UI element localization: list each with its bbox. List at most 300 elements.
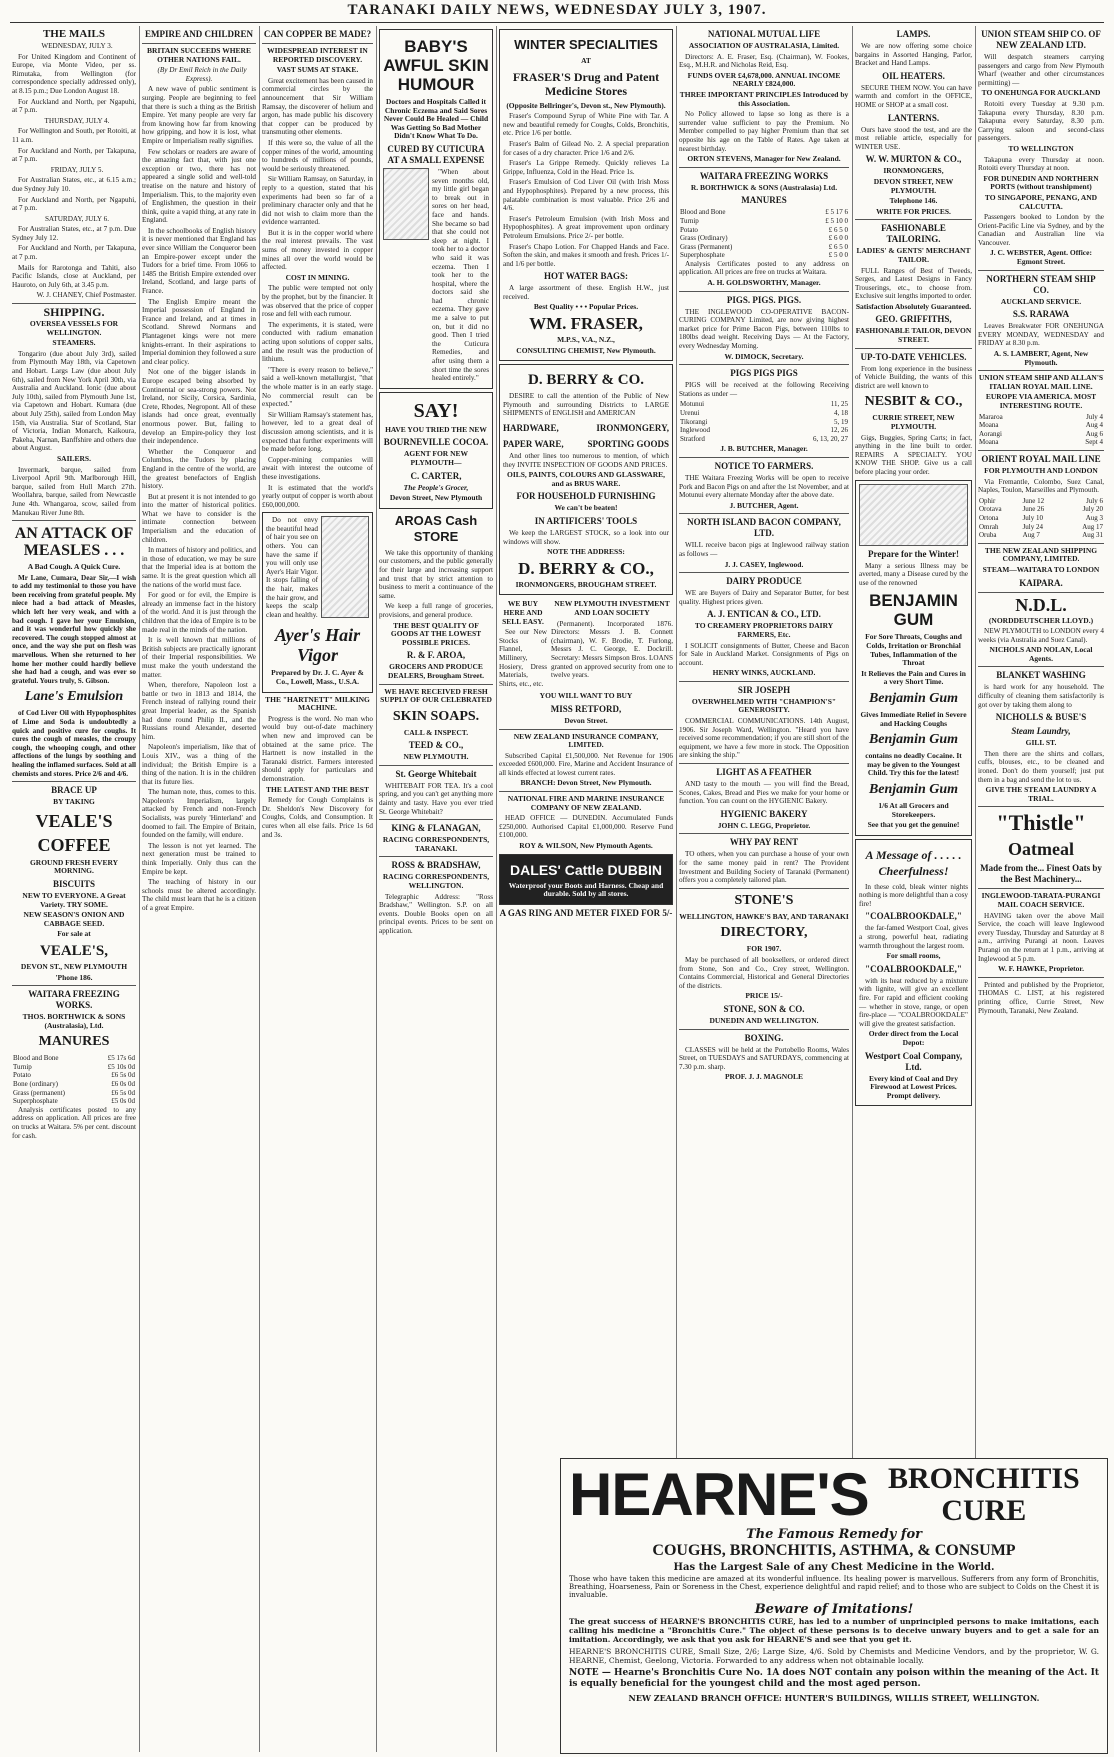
berry-paper: PAPER WARE, <box>503 439 564 450</box>
notice-title: NOTICE TO FARMERS. <box>714 460 814 471</box>
lantern-title: LANTERNS. <box>887 112 940 123</box>
king-title: KING & FLANAGAN, <box>391 823 481 834</box>
column-4 <box>379 26 493 1752</box>
berry-beaten: We can't be beaten! <box>554 503 618 513</box>
nesbit-name: NESBIT & CO., <box>864 394 963 410</box>
ndl-agent: NICHOLS AND NOLAN, Local Agents. <box>989 645 1093 663</box>
murton-name: W. W. MURTON & CO., <box>865 154 962 165</box>
hearnes-ad <box>560 1458 1108 1754</box>
shipping-subtitle: OVERSEA VESSELS FOR WELLINGTON. <box>29 319 119 337</box>
boxing-name: PROF. J. J. MAGNOLE <box>724 1072 804 1082</box>
empire-paragraph: The English Empire meant the Imperial possession of England in France and Ireland, and at times in Scotland. Shrewd Normans and Plantagenet kings were not mere knights-errant. In their aspirations to Imperial dominion they followed a sure and clear policy. <box>142 297 256 366</box>
fraser-item: Fraser's Chapo Lotion. For Chapped Hands and Face. Soften the skin, and makes it smooth and fresh. Prices 1/- and 1/6 per bottle. <box>503 242 669 268</box>
waitara-title: WAITARA FREEZING WORKS. <box>28 989 120 1011</box>
table-row: Turnip £5 10s 0d <box>13 1062 135 1071</box>
retford-name: MISS RETFORD, <box>550 703 622 714</box>
empire-paragraph: Not one of the bigger islands in Europe escaped being absorbed by Continental or sea-strong powers. Not Ireland, nor Sicily, Corsica, Sardinia, Crete, Rhodes, Negropont. All of these islands had once great, eventually enormous power. But, failing to develop an Empire-policy they lost their independence. <box>142 368 256 446</box>
hearnes-famous: The Famous Remedy for <box>746 1527 922 1542</box>
stones-sub: WELLINGTON, HAWKE'S BAY, AND TARANAKI <box>679 911 849 921</box>
fraser-best: Best Quality • • • Popular Prices. <box>533 302 639 312</box>
manures-table <box>12 1054 136 1106</box>
waitara-footer: Analysis Certificates posted to any address on application. All prices are free on trucks at Waitara. <box>679 259 849 277</box>
aroa-sub: GROCERS AND PRODUCE DEALERS, Brougham Street. <box>388 662 484 680</box>
berry-title: D. BERRY & CO. <box>527 372 644 389</box>
ayers-title: Ayer's Hair Vigor <box>274 625 361 666</box>
empire-paragraph: Whether the Conqueror and Columbus, the Tudors by placing England in the centre of the world, are the greatest benefactors of English history. <box>142 447 256 491</box>
baby-ad <box>379 29 493 389</box>
usco-title: UNION STEAM SHIP CO. OF NEW ZEALAND LTD. <box>981 29 1101 50</box>
waitara-title: WAITARA FREEZING WORKS <box>699 170 829 181</box>
empire-paragraph: The human note, thus, comes to this. Napoleon's Imperialism, largely attacked by French and non-French Socialists, was purely 'Hinterland' and doomed to fail. The Empire of Britain, founded on the family, will endure. <box>142 788 256 840</box>
column-rule <box>139 26 140 1752</box>
dales-title: DALES' Cattle DUBBIN <box>510 861 662 878</box>
printer-imprint: Printed and published by the Proprietor, THOMAS C. LIST, at his registered printing office, Currie Street, New Plymouth, Taranaki, New Zealand. <box>978 980 1104 1015</box>
baby-subtitle: Doctors and Hospitals Called it Chronic Eczema and Said Sores Never Could Be Healed — Child Was Getting So Bad Mother Didn't Know What To Do. <box>383 97 489 141</box>
stones-text: May be purchased of all booksellers, or ordered direct from Stone, Son and Co., Crey street, Wellington. Contains Commercial, Historical and General Directories of the districts. <box>679 955 849 990</box>
fraser-chemist: CONSULTING CHEMIST, New Plymouth. <box>516 345 656 355</box>
lamps-text: We are now offering some choice bargains in Assorted Hanging, Parlor, Bracket and Hand Lamps. <box>855 42 972 68</box>
mails-item: For Auckland and North, per Ngapuhi, at 7 p.m. <box>12 195 136 213</box>
dales-text: Waterproof your Boots and Harness. Cheap and durable. Sold by all stores. <box>508 880 664 899</box>
ndl-title: N.D.L. <box>1015 594 1067 615</box>
blanket-text: is hard work for any household. The difficulty of cleaning them satisfactorily is got over by taking them along to <box>978 683 1104 709</box>
empire-paragraph: In the schoolbooks of English history it is never mentioned that England has ever since William the Conqueror been an Empire-power except under the Tudors for a brief time. From 1066 to 1485 the British Empire extended over Ireland, Scotland, and large parts of France. <box>142 226 256 296</box>
ross-text: Telegraphic Address: "Ross Bradshaw," Wellington. S.P. on all events. Double Books open on all principal events. Prices to be sent on application. <box>379 892 493 935</box>
bacon-text: WILL receive bacon pigs at Inglewood railway station as follows — <box>679 541 849 558</box>
hearnes-beware-text: The great success of HEARNE'S BRONCHITIS CURE, has led to a number of unprincipled persons to make imitations, each calling his medicine a "Bronchitis Cure." The object of these persons is to deceive unwary buyers and to get a sale for an imitation. Accordingly, we ask that you ask for HEARNE'S and see that you get it. <box>569 1617 1099 1644</box>
bacon-title: NORTH ISLAND BACON COMPANY, LTD. <box>687 517 841 539</box>
copper-paragraph: If this were so, the value of all the copper mines of the world, amounting to hundreds of millions of pounds, would be seriously threatened. <box>262 138 373 173</box>
veale-store: VEALE'S, <box>40 942 108 959</box>
teed-title: TEED & CO., <box>408 740 464 751</box>
table-row: Bone (ordinary) £6 0s 0d <box>13 1080 135 1089</box>
berry-ironmongery: IRONMONGERY, <box>596 423 669 434</box>
benjamin-relieve: It Relieves the Pain and Cures in a very Short Time. <box>861 668 966 687</box>
waitara-table <box>679 208 849 260</box>
latest-title: THE LATEST AND THE BEST <box>266 784 369 794</box>
coal-ad <box>855 839 972 1107</box>
benjamin-title-3: Benjamin Gum <box>868 732 959 748</box>
coal-company: Westport Coal Company, Ltd. <box>864 1050 963 1072</box>
usco-agent: J. C. WEBSTER, Agent. Office: Egmont Street. <box>990 248 1092 267</box>
milker-title: THE "HARTNETT" MILKING MACHINE. <box>265 694 370 713</box>
tailor-sub2: FASHIONABLE TAILOR, DEVON STREET. <box>855 326 972 345</box>
usco-text-2: Passengers booked to London by the Orient-Pacific Line via Sydney, and by the Canadian and Australian line via Vancouver. <box>978 213 1104 247</box>
copper-paragraph: It is estimated that the world's yearly output of copper is worth about £60,000,000. <box>262 483 373 509</box>
berry-hardware: HARDWARE, <box>503 423 559 434</box>
mails-item: For Australian States, etc., at 7 p.m. Due Sydney July 12. <box>12 225 136 242</box>
masthead: TARANAKI DAILY NEWS, WEDNESDAY JULY 3, 1907. <box>347 2 767 18</box>
table-row: Superphosphate £ 5 0 0 <box>680 251 848 260</box>
ayers-text: Do not envy the beautiful head of hair you see on others. You can have the same if you will only use Ayer's Hair Vigor. It stops falling of the hair, makes the hair grow, and keeps the scalp clean and healthy. <box>266 516 318 619</box>
say-carter: C. CARTER, <box>410 470 462 481</box>
nzins-agent: BRANCH: Devon Street, New Plymouth. <box>520 778 652 788</box>
hearnes-note: NOTE — Hearne's Bronchitis Cure No. 1A does NOT contain any poison within the meaning of the Act. It is equally beneficial for the youngest child and the most aged person. <box>569 1668 1099 1689</box>
vehicles-title: UP-TO-DATE VEHICLES. <box>860 351 967 362</box>
berry-furnishing: FOR HOUSEHOLD FURNISHING <box>516 491 656 502</box>
table-row: Turnip £ 5 10 0 <box>680 216 848 225</box>
copper-paragraph: Great excitement has been caused in commercial circles by the announcement that Sir William Ramsay, the discoverer of helium and argon, has made public his discovery that copper can be produced by transmuting other elements. <box>262 76 373 137</box>
murton-address: DEVON STREET, NEW PLYMOUTH. <box>873 176 954 195</box>
orient-title: ORIENT ROYAL MAIL LINE <box>981 453 1101 464</box>
benjamin-title: BENJAMIN GUM <box>869 591 958 630</box>
pigs2-title: PIGS PIGS PIGS <box>730 368 798 379</box>
nichols-address: GILL ST. <box>1025 738 1057 748</box>
pigs2-text: PIGS will be received at the following Receiving Stations as under — <box>679 381 849 398</box>
winter-title: WINTER SPECIALITIES <box>514 37 658 52</box>
measles-title: AN ATTACK OF MEASLES . . . <box>14 525 134 560</box>
dairy-name: A. J. ENTICAN & CO., LTD. <box>707 609 821 620</box>
benjamin-price: 1/6 At all Grocers and Storekeepers. <box>878 800 949 819</box>
life-subtitle: ASSOCIATION OF AUSTRALASIA, Limited. <box>688 41 840 50</box>
lamps-title: LAMPS. <box>896 29 931 39</box>
baby-title: BABY'S AWFUL SKIN HUMOUR <box>383 37 489 94</box>
berry-oils: OILS, PAINTS, COLOURS AND GLASSWARE, and as BRUS WARE. <box>506 470 666 488</box>
aroa-name: R. & F. AROA, <box>406 650 466 661</box>
empire-subtitle: BRITAIN SUCCEEDS WHERE OTHER NATIONS FAIL. <box>147 46 251 64</box>
table-row: Omrah July 24 Aug 17 <box>979 522 1103 531</box>
aroa-text: We take this opportunity of thanking our customers, and the public generally for their large and increasing support and trust that by strict attention to business to merit a continuance of the same. <box>379 548 493 600</box>
coal-text-2: with its heat reduced by a mixture with lignite, will give an excellent fire. For rapid and efficient cooking — whether in stove, range, or open fire-place — "COALBROOKDALE" will give the greatest satisfaction. <box>859 976 968 1028</box>
empire-paragraph: For good or for evil, the Empire is already an immense fact in the history of the world. And it is just through the children that the idea of Empire is to be made real in the minds of the nation. <box>142 591 256 634</box>
fraser-item: Fraser's Compound Syrup of White Pine with Tar. A new and beautiful remedy for Coughs, Colds, Bronchitis, etc. Price 1/6 per bottle. <box>503 112 669 138</box>
nesbit-address: CURRIE STREET, NEW PLYMOUTH. <box>872 413 955 432</box>
copper-paragraph: Copper-mining companies will await with interest the outcome of these investigations. <box>262 455 373 481</box>
winter-scene-illustration-icon <box>859 484 968 546</box>
masthead-rule <box>10 22 1104 23</box>
sir-title: SIR JOSEPH <box>737 684 791 695</box>
nichols-text: Then there are the shirts and collars, cuffs, blouses, etc., to be cleaned and ironed. Don't do them yourself; just put them in a bag and send the lot to us. <box>978 749 1104 784</box>
orient-text: Via Fremantle, Colombo, Suez Canal, Naples, Toulon, Marseilles and Plymouth. <box>978 477 1104 495</box>
table-row: Tikorangi 5, 19 <box>680 417 848 426</box>
coach-text: HAVING taken over the above Mail Service, the coach will leave Inglewood every Tuesday, Thursday and Saturday at 8 a.m., arriving Purangi at noon. Leaves Purangi on the return at 1 p.m., arriving at Inglewood at 5 p.m. <box>978 911 1104 963</box>
rent-text: TO others, when you can purchase a house of your own for the same money paid in rent? The Provident Investment and Building Society of Taranaki (Permanent) offers you a completely tailored plan. <box>679 850 849 885</box>
column-rule <box>259 26 260 1752</box>
mails-title: THE MAILS <box>42 28 106 40</box>
tailor-sub: LADIES' & GENTS' MERCHANT TAILOR. <box>856 246 971 264</box>
waitara-owners: R. BORTHWICK & SONS (Australasia) Ltd. <box>690 182 838 192</box>
ops-table <box>978 413 1104 447</box>
fraser-sub: (Opposite Bellringer's, Devon st., New Plymouth). <box>506 100 666 110</box>
benjamin-title-2: Benjamin Gum <box>868 690 959 706</box>
loan-text: (Permanent). Incorporated 1876. Directors: Messrs J. B. Connett (chairman), W. F. Brodie, T. Furlong, Messrs J. C. George, E. Dockrill. Secretary: Messrs Simpson Bros. LOANS granted on approved security from one to twelve years. <box>551 619 673 680</box>
fraser-item: Fraser's Petroleum Emulsion (with Irish Moss and Hypophosphites). A great improvement upon ordinary Petroleum Emulsions. Price 2/- per bottle. <box>503 214 669 240</box>
latest-text: Remedy for Cough Complaints is Dr. Sheldon's New Discovery for Coughs, Colds, and Consumption. It cures when all else fails. Price 1s 6d and 3s. <box>262 796 373 839</box>
copper-paragraph: But it is in the copper world where the real interest prevails. The vast sums of money invested in copper mines all over the world would be affected. <box>262 228 373 272</box>
solicit-text: I SOLICIT consignments of Butter, Cheese and Bacon for Sale in Auckland Market. Consignments of Pigs on account. <box>679 641 849 667</box>
mails-item: THURSDAY, JULY 4. <box>44 116 110 125</box>
copper-paragraph: The experiments, it is stated, were conducted with radium emanation acting upon solutions of copper salts, and the result was the production of lithium. <box>262 320 373 364</box>
say-product: BOURNEVILLE COCOA. <box>383 437 489 448</box>
say-carter-sub: The People's Grocer, <box>403 482 469 492</box>
empire-paragraph: But at present it is not intended to go into the matter of historical politics. What we have to consider is the intimate connection between Imperialism and the education of children. <box>142 492 256 544</box>
ross-sub: RACING CORRESPONDENTS, WELLINGTON. <box>382 872 490 891</box>
veale-new: NEW TO EVERYONE. A Great Variety. TRY SOME. <box>22 890 126 909</box>
copper-title: CAN COPPER BE MADE? <box>263 29 372 39</box>
veale-sale: For sale at <box>57 929 91 939</box>
life-principles-title: THREE IMPORTANT PRINCIPLES Introduced by this Association. <box>679 89 849 108</box>
berry-text: DESIRE to call the attention of the Public of New Plymouth and surrounding Districts to LARGE SHIPMENTS of ENGLISH and AMERICAN <box>503 392 669 418</box>
retford-list: See our New Stocks of Flannel, Millinery, Hosiery, Dress Materials, Shirts, etc., etc. <box>499 628 547 688</box>
copper-paragraph: The public were tempted not only by the prophet, but by the financier. It was observed that the price of copper rose and fell with each rumour. <box>262 284 373 319</box>
boxing-title: BOXING. <box>744 1032 784 1043</box>
hearnes-product: BRONCHITIS CURE <box>887 1462 1080 1527</box>
fraser-name: WM. FRASER, <box>529 314 643 334</box>
column-1 <box>12 26 136 1752</box>
table-row: Moana Sept 4 <box>979 438 1103 447</box>
column-2 <box>142 26 256 1752</box>
pigs2-agent: J. B. BUTCHER, Manager. <box>720 444 808 454</box>
thistle-text: Made from the... Finest Oats by the Best Machinery... <box>980 863 1102 885</box>
veale-brace: BRACE UP <box>51 785 97 796</box>
retford-label: WE BUY HERE AND SELL EASY. <box>502 599 544 626</box>
dairy-title: DAIRY PRODUCE <box>726 576 802 587</box>
thistle-sub: Oatmeal <box>1008 839 1074 860</box>
table-row: Grass (Permanent) £ 6 5 0 <box>680 242 848 251</box>
bacon-agent: J. J. CASEY, Inglewood. <box>724 559 804 569</box>
retford-address: Devon Street. <box>564 715 608 725</box>
nzss-sub: AUCKLAND SERVICE. <box>1000 296 1082 306</box>
notice-agent: J. BUTCHER, Agent. <box>729 500 799 510</box>
table-row: Blood and Bone £ 5 17 6 <box>680 208 848 217</box>
empire-paragraph: Napoleon's imperialism, like that of Louis XIV., was a thing of the individual; the British Empire is a thing of the nation. It is in the children that its future lies. <box>142 743 256 786</box>
empire-title: EMPIRE AND CHILDREN <box>144 29 253 39</box>
fraser-title: FRASER'S Drug and Patent Medicine Stores <box>512 69 660 98</box>
say-title: SAY! <box>413 399 459 422</box>
empire-byline: (By Dr Emil Reich in the Daily Express). <box>157 66 247 83</box>
copper-subtitle: WIDESPREAD INTEREST IN REPORTED DISCOVERY. <box>267 46 368 64</box>
measles-subtitle: A Bad Cough. A Quick Cure. <box>27 562 121 572</box>
veale-name: VEALE'S <box>35 810 113 831</box>
tailor-satisfaction: Satisfaction Absolutely Guaranteed. <box>855 301 972 311</box>
ops-title: UNION STEAM SHIP AND ALLAN'S ITALIAN ROYAL MAIL LINE. <box>978 373 1104 391</box>
dairy-text: WE are Buyers of Dairy and Separator Butter, for best quality. Highest prices given. <box>679 589 849 606</box>
cheer-title: A Message of . . . . . Cheerfulness! <box>865 847 962 878</box>
hygienic-owner: JOHN C. LEGG, Proprietor. <box>717 820 811 830</box>
copper-paragraph: Sir William Ramsay, on Saturday, in reply to a question, stated that his experiments had been so far of a preliminary character only and that he did not wish to claim more than the evidence warranted. <box>262 175 373 227</box>
empire-paragraph: The lesson is not yet learned. The next generation must be trained to think Imperially. Only thus can the Empire be kept. <box>142 841 256 876</box>
coach-title: INGLEWOOD-TARATA-PURANGI MAIL COACH SERVICE. <box>981 891 1101 909</box>
berry-address: IRONMONGERS, BROUGHAM STREET. <box>515 579 657 589</box>
table-row: Ophir June 12 July 6 <box>979 496 1103 505</box>
mails-item: SATURDAY, JULY 6. <box>44 214 110 223</box>
veale-coffee: COFFEE <box>37 834 111 855</box>
stones-title: STONE'S <box>734 892 794 908</box>
life-manager: ORTON STEVENS, Manager for New Zealand. <box>687 154 841 164</box>
veale-biscuits: BISCUITS <box>52 878 96 889</box>
mails-item: For Wellington and South, per Rotoiti, at 11 a.m. <box>12 127 136 144</box>
cheer-text: In these cold, bleak winter nights nothing is more delightful than a cosy fire! <box>859 882 968 908</box>
nichols-give: GIVE THE STEAM LAUNDRY A TRIAL. <box>985 785 1097 803</box>
mails-item: For Auckland and North, per Ngapuhi, at 7 p.m. <box>12 97 136 115</box>
waitara-manures: MANURES <box>741 195 787 206</box>
hearnes-text: Those who have taken this medicine are amazed at its wonderful influence. Its healing power is marvellous. Sufferers from any form of Bronchitis, Breathing, Hoarseness, Pain or Soreness in the Chest, experience delightful and rapid relief; and to those who are subject to Colds on the Chest it is invaluable. <box>569 1575 1099 1599</box>
nzins-title: NEW ZEALAND INSURANCE COMPANY, LIMITED. <box>513 731 659 750</box>
national-title: NATIONAL FIRE AND MARINE INSURANCE COMPANY OF NEW ZEALAND. <box>507 794 665 812</box>
column-rule <box>496 26 497 1752</box>
table-row: Potato £ 6 5 0 <box>680 225 848 234</box>
table-row: Ortona July 10 Aug 3 <box>979 513 1103 522</box>
feather-title: LIGHT AS A FEATHER <box>716 767 812 778</box>
blanket-title: BLANKET WASHING <box>996 670 1086 681</box>
waitara-owners: THOS. BORTHWICK & SONS (Australasia), Ltd. <box>22 1012 126 1030</box>
table-row: Urenui 4, 18 <box>680 409 848 417</box>
rent-title: WHY PAY RENT <box>729 837 799 848</box>
benjamin-relief: Gives Immediate Relief in Severe and Hacking Coughs <box>860 709 967 728</box>
oil-text: SECURE THEM NOW. You can have warmth and comfort in the OFFICE, HOME or SHOP at a small cost. <box>855 83 972 109</box>
mails-item: Mails for Rarotonga and Tahiti, also Pacific Islands, close at Auckland, per Hauroto, on July 6th, at 3.45 p.m. <box>12 263 136 289</box>
whitebait-title: St. George Whitebait <box>395 768 477 779</box>
ndl-sub: (NORDDEUTSCHER LLOYD.) <box>988 615 1094 625</box>
waitara-london-title: STEAM—WAITARA TO LONDON <box>982 564 1100 574</box>
shipping-title: SHIPPING. <box>43 305 105 320</box>
mails-item: For Auckland and North, per Takapuna, at 7 p.m. <box>12 244 136 262</box>
empire-paragraph: Few scholars or readers are aware of the amazing fact that, with just one exception or two, there has not appeared a single solid and well-told treatise on the nature and history of Imperialism. This, to the majority even of Englishmen, the question in their think, quite a vapid thing, at any rate in England. <box>142 147 256 225</box>
usco-destination: TO SINGAPORE, PENANG, AND CALCUTTA. <box>984 192 1098 211</box>
table-row: Blood and Bone £5 17s 6d <box>13 1054 135 1063</box>
aroa-best: THE BEST QUALITY OF GOODS AT THE LOWEST POSSIBLE PRICES. <box>390 620 482 647</box>
whitebait-text: WHITEBAIT FOR TEA. It's a cool spring, and you can't get anything more dainty and tasty. Have you ever tried St. George Whitebait? <box>379 781 493 816</box>
pigs-title: PIGS. PIGS. PIGS. <box>726 294 802 305</box>
ops-sub: EUROPE VIA AMERICA. MOST INTERESTING ROUTE. <box>985 392 1097 410</box>
table-row: Potato £6 5s 0d <box>13 1071 135 1080</box>
table-row: Oruba Aug 7 Aug 31 <box>979 531 1103 540</box>
pigs2-table <box>679 400 849 443</box>
nzss-title: NORTHERN STEAM SHIP CO. <box>986 273 1096 295</box>
fraser-item: Fraser's Emulsion of Cod Liver Oil (with Irish Moss and Hypophosphites). Prepared by a new process, this palatable combination is most valuable. Price 2/6 and 4/6. <box>503 178 669 213</box>
aroa-goods: We keep a full range of groceries, provisions, and general produce. <box>379 602 493 619</box>
hearnes-beware: Beware of Imitations! <box>754 1602 914 1617</box>
baby-cured: CURED BY CUTICURA AT A SMALL EXPENSE <box>387 143 485 165</box>
ndl-text: NEW PLYMOUTH to LONDON every 4 weeks (via Australia and Suez Canal). <box>978 627 1104 644</box>
murton-phone: Telephone 146. <box>889 196 938 206</box>
notice-text: THE Waitara Freezing Works will be open to receive Pork and Bacon Pigs on and after the 1st November, and at Motunui every alternate Monday after the above date. <box>679 473 849 500</box>
tailor-title: FASHIONABLE TAILORING. <box>881 223 946 245</box>
mails-item: For Australian States, etc., at 6.15 a.m.; due Sydney July 10. <box>12 176 136 193</box>
king-sub: RACING CORRESPONDENTS, TARANAKI. <box>382 835 490 853</box>
soap-call: CALL & INSPECT. <box>403 727 469 737</box>
steam-title: THE NEW ZEALAND SHIPPING COMPANY, LIMITED. <box>984 545 1098 564</box>
sailers-title: SAILERS. <box>57 453 91 463</box>
veale-address: DEVON ST., NEW PLYMOUTH <box>20 961 128 971</box>
hearnes-largest: Has the Largest Sale of any Chest Medicine in the World. <box>673 1562 995 1573</box>
copper-subhead: COST IN MINING. <box>285 272 350 282</box>
nesbit-text: Gigs, Buggies, Spring Carts; in fact, anything in the line built to order. REPAIRS A SPECIALTY. YOU KNOW THE SHOP. Give us a call before placing your order. <box>855 433 972 476</box>
nzss-agent: A. S. LAMBERT, Agent, New Plymouth. <box>993 349 1089 367</box>
empire-paragraph: It is well known that millions of British subjects are practically ignorant of their Imperial responsibilities. We must make the youth understand the matter. <box>142 636 256 679</box>
stones-directory: DIRECTORY, <box>720 925 808 941</box>
benjamin-title-4: Benjamin Gum <box>868 781 959 797</box>
winks-name: HENRY WINKS, AUCKLAND. <box>712 668 816 678</box>
hearnes-diseases: COUGHS, BRONCHITIS, ASTHMA, & CONSUMP <box>652 1542 1016 1559</box>
lanes-title: Lane's Emulsion <box>24 689 124 705</box>
table-row: Motunui 11, 25 <box>680 400 848 409</box>
column-7 <box>855 26 972 1456</box>
national-text: HEAD OFFICE — DUNEDIN. Accumulated Funds £250,000. Authorised Capital £1,000,000. Reserve Fund £100,000. <box>499 814 673 840</box>
nichols-title: NICHOLLS & BUSE'S <box>995 712 1087 723</box>
soap-title: SKIN SOAPS. <box>392 708 480 724</box>
usco-schedule: Takapuna every Thursday at noon. Rotoiti every Thursday at noon. <box>978 155 1104 173</box>
benjamin-contains: contains no deadly Cocaine. It may be given to the Youngest Child. Try this for the latest! <box>865 751 962 778</box>
stones-address: DUNEDIN AND WELLINGTON. <box>709 1015 819 1025</box>
kaipara-title: KAIPARA. <box>1019 577 1063 588</box>
table-row: Grass (permanent) £6 5s 0d <box>13 1088 135 1097</box>
table-row: Moana Aug 4 <box>979 421 1103 430</box>
milker-text: Progress is the word. No man who would buy out-of-date machinery when new and improved can be obtained at the same price. The Hartnett is now installed in the Taranaki district. Farmers interested should apply for particulars and demonstration. <box>262 714 373 783</box>
hearnes-foot: NEW ZEALAND BRANCH OFFICE: HUNTER'S BUILDINGS, WILLIS STREET, WELLINGTON. <box>628 1693 1040 1703</box>
berry-sporting: SPORTING GOODS <box>587 439 669 450</box>
pigs-text: THE INGLEWOOD CO-OPERATIVE BACON-CURING COMPANY Limited, are now giving highest market price for Prime Bacon Pigs, between 110lbs to 180lbs dead weight. Receiving Days — At the Factory, every Wednesday Morning. <box>679 307 849 351</box>
tailor-name: GEO. GRIFFITHS, <box>875 314 952 325</box>
berry-address-label: NOTE THE ADDRESS: <box>547 547 625 557</box>
cocoa-ad <box>379 392 493 509</box>
table-row: Stratford 6, 13, 20, 27 <box>680 434 848 443</box>
usco-destination: TO WELLINGTON <box>1008 143 1074 153</box>
woman-illustration-icon <box>321 516 369 618</box>
winter-text: Many a serious Illness may be averted, many a Disease cured by the use of the renowned <box>859 561 968 587</box>
copper-paragraph: Sir William Ramsay's statement has, however, led to a great deal of discussion among scientists, and it is expected that further experiments will be made before long. <box>262 410 373 454</box>
ross-title: ROSS & BRADSHAW, <box>391 860 481 871</box>
column-3 <box>262 26 373 1752</box>
usco-destination: TO ONEHUNGA FOR AUCKLAND <box>981 88 1101 98</box>
aroa-title: AROAS Cash STORE <box>394 512 478 544</box>
vehicles-text: From long experience in the business of Vehicle Building, the wants of this district are well known to <box>855 364 972 390</box>
table-row: Grass (Ordinary) £ 6 0 0 <box>680 234 848 243</box>
stones-name: STONE, SON & CO. <box>723 1003 805 1014</box>
winter-at: AT <box>581 56 591 65</box>
say-agent: AGENT FOR NEW PLYMOUTH— <box>403 449 469 467</box>
berry-name: D. BERRY & CO., <box>518 558 654 578</box>
copper-paragraph: "There is every reason to believe," said a well-known metallurgist, "that the whole matter is in an early stage. No commercial result can be expected." <box>262 365 373 409</box>
murton-sub: IRONMONGERS, <box>883 166 944 176</box>
nzss-ship: S.S. RARAWA <box>1012 309 1070 320</box>
oil-title: OIL HEATERS. <box>882 70 945 81</box>
boxing-text: CLASSES will be held at the Portobello Rooms, Wales Street, on TUESDAYS and SATURDAYS, commencing at 7.30 p.m. sharp. <box>679 1045 849 1071</box>
mails-item: FRIDAY, JULY 5. <box>50 165 104 174</box>
teed-sub: NEW PLYMOUTH. <box>403 752 469 762</box>
column-6 <box>679 26 849 1456</box>
fraser-bags-title: HOT WATER BAGS: <box>543 271 629 282</box>
sailers-text: Invermark, barque, sailed from Liverpool April 9th. Marlborough Hill, barque, sailed from Hull March 27th. Woollahra, barque, sailed from Newcastle June 4th. Whangaroa, scow, sailed from Manukau River June 8th. <box>12 465 136 517</box>
tailor-text: FULL Ranges of Best of Tweeds, Serges, and Latest Designs in Fancy Trouserings, etc., to choose from. Exclusive suit lengths imported to order. <box>855 266 972 301</box>
empire-paragraph: The teaching of history in our schools must be altered accordingly. The child must learn that he is a citizen of a great Empire. <box>142 878 256 912</box>
column-rule <box>376 26 377 1752</box>
mails-item: For United Kingdom and Continent of Europe, via Monte Video, per ss. Rimutaka, from Wellington (for correspondence specially addressed only), at 8.15 p.m.; Due London August 18. <box>12 52 136 95</box>
benjamin-ad <box>855 480 972 836</box>
stones-year: FOR 1907. <box>746 944 782 954</box>
life-text: Directors: A. E. Fraser, Esq. (Chairman), W. Fookes, Esq., M.H.R. and Nicholas Reid, Esq. <box>679 52 849 70</box>
berry-largest: We keep the LARGEST STOCK, so a look into our windows will show. <box>503 529 669 546</box>
berry-invite: And other lines too numerous to mention, of which they INVITE INSPECTION OF GOODS AND PRICES. <box>503 452 669 469</box>
measles-text: Mr Lane, Cumara, Dear Sir,—I wish to add my testimonial to those you have been receiving from grateful people. My niece had a bad attack of Measles, which left her very weak, and with a bad cough. I gave her your Emulsion, and it was wonderful how quickly she recovered. The cough stopped almost at once, and the way she put on flesh was marvellous. When she returned to her home her mother could hardly believe she had had a cough, and was ever so grateful. Yours truly, S. Gibson. <box>12 573 136 685</box>
baby-text: "When about seven months old, my little girl began to break out in sores on her head, face and hands. She became so bad that she could not sleep at night. I took her to a doctor who said it was eczema. Then I took her to the hospital, where the doctors said she had chronic eczema. They gave me a salve to put on, but it did no good. Then I tried the Cuticura Remedies, and after using them a short time the sores healed entirely." <box>432 167 489 383</box>
manures-footer: Analysis certificates posted to any address on application. All prices are free on trucks at Waitara. 5% per cent. discount for cash. <box>12 1105 136 1140</box>
waitara-agent: A. H. GOLDSWORTHY, Manager. <box>707 278 821 288</box>
hygienic-title: HYGIENIC BAKERY <box>720 808 808 819</box>
table-row: Orotava June 26 July 20 <box>979 505 1103 514</box>
mails-signature: W. J. CHANEY, Chief Postmaster. <box>36 291 136 300</box>
hearnes-prices: HEARNE'S BRONCHITIS CURE, Small Size, 2/6; Large Size, 4/6. Sold by Chemists and Medicine Vendors, and by the proprietor, W. G. HEARNE, Chemist, Geelong, Victoria. Forwarded to any address when not obtainable locally. <box>569 1647 1099 1665</box>
nzss-text: Leaves Breakwater FOR ONEHUNGA EVERY MONDAY, WEDNESDAY and FRIDAY at 8.30 p.m. <box>978 322 1104 348</box>
pigs-agent: W. DIMOCK, Secretary. <box>724 351 804 361</box>
veale-phone: 'Phone 186. <box>55 972 93 982</box>
nzins-text: Subscribed Capital £1,500,000. Net Revenue for 1906 exceeded £600,000. Fire, Marine and Accident Insurance of all kinds effected at lowest current rates. <box>499 751 673 777</box>
table-row: Mararoa July 4 <box>979 412 1103 421</box>
baby-illustration-icon <box>383 168 429 240</box>
dairy-sub: TO CREAMERY PROPRIETORS DAIRY FARMERS, Etc. <box>694 621 834 639</box>
orient-table <box>978 497 1104 540</box>
sir-sub: OVERWHELMED WITH "CHAMPION'S" GENEROSITY. <box>691 696 837 715</box>
